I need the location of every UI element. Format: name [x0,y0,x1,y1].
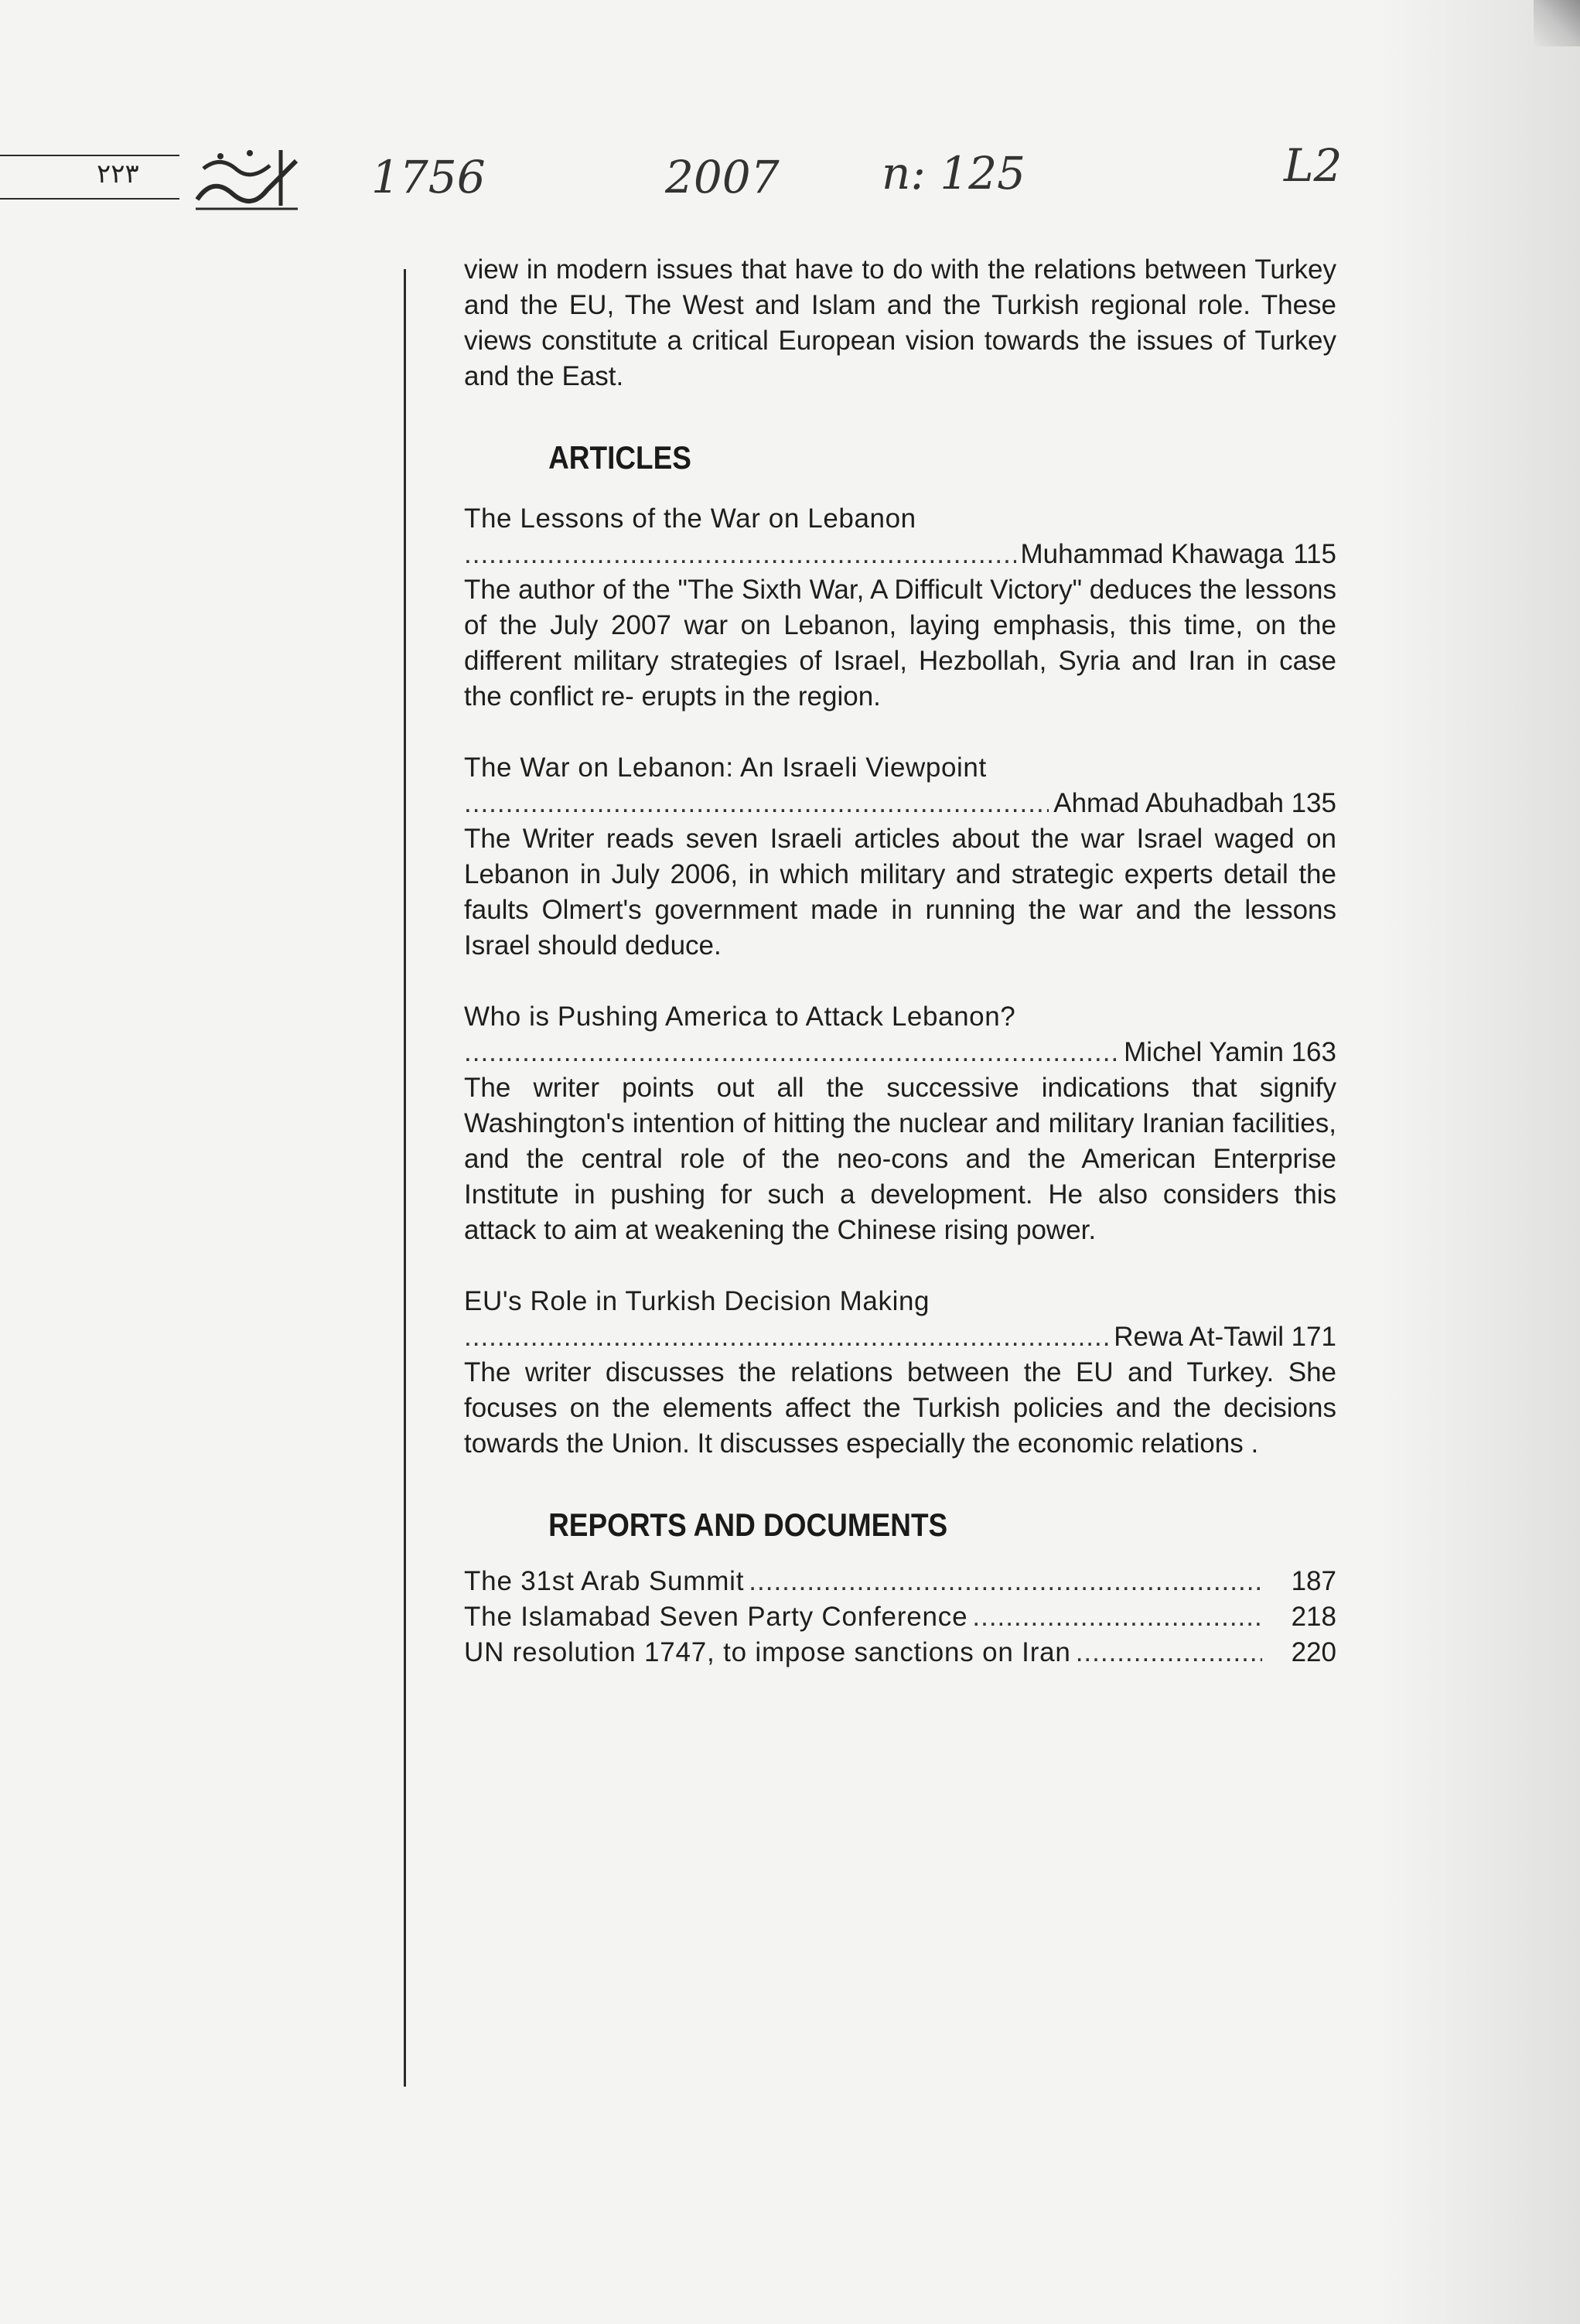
dot-leader [972,1599,1262,1635]
article-byline [464,786,1336,821]
article-page: 135 [1291,788,1336,818]
article-page: 115 [1293,539,1336,569]
article-title: The Lessons of the War on Lebanon [464,503,916,534]
report-entry [464,1564,1336,1599]
article-summary: The author of the "The Sixth War, A Difficult Victory" deduces the lessons of the July 2007 war on Lebanon, laying emphasis, this time, on the different military strategies of Israel, Hezbollah, Syria and Iran in case the conflict re- erupts in the region. [464,575,1336,712]
report-page: 218 [1291,1602,1336,1632]
handwritten-issue: n: 125 [882,147,1026,200]
page-number: ٢٢٣ [97,159,139,189]
dot-leader [464,537,1016,572]
report-entry [464,1635,1336,1670]
intro-paragraph: view in modern issues that have to do with the relations between Turkey and the EU, The West and Islam and the Turkish regional role. These views constitute a critical European vision towards the issues of Turkey and the East. [464,254,1336,391]
articles-heading: ARTICLES [548,439,691,476]
article-author: Michel Yamin [1124,1037,1284,1067]
article-byline [464,1035,1336,1070]
reports-list [464,1564,1336,1670]
journal-logo [189,145,305,213]
report-title: UN resolution 1747, to impose sanctions on Iran [464,1637,1071,1667]
article-entry [464,750,1336,964]
dot-leader [464,1035,1119,1070]
reports-heading: REPORTS AND DOCUMENTS [548,1507,948,1543]
article-entry [464,999,1336,1248]
article-page: 163 [1291,1037,1336,1067]
article-page: 171 [1291,1322,1336,1352]
dot-leader [464,786,1049,821]
page-edge-shadow [1379,0,1580,2324]
dot-leader [464,1319,1109,1355]
handwritten-shelf-mark: L2 [1284,139,1343,192]
article-summary: The Writer reads seven Israeli articles about the war Israel waged on Lebanon in July 2006, in which military and strategic experts detail the faults Olmert's government made in running the war and the lessons Israel should deduce. [464,824,1336,961]
header-rule-top [0,155,179,156]
dot-leader [749,1564,1262,1599]
report-page: 220 [1291,1637,1336,1667]
article-author: Ahmad Abuhadbah [1053,788,1284,818]
article-title: EU's Role in Turkish Decision Making [464,1286,930,1316]
article-entry [464,501,1336,715]
column-divider [404,269,406,2087]
article-author: Rewa At-Tawil [1114,1322,1284,1352]
articles-list [464,501,1336,1462]
report-entry [464,1599,1336,1635]
page-corner-shadow [1534,0,1580,46]
handwritten-year: 2007 [665,151,780,203]
header-rule-bottom [0,198,179,200]
contents-column [464,252,1336,1670]
report-title: The 31st Arab Summit [464,1566,745,1596]
report-title: The Islamabad Seven Party Conference [464,1602,968,1632]
article-title: Who is Pushing America to Attack Lebanon? [464,1002,1016,1032]
article-byline [464,537,1336,572]
article-summary: The writer points out all the successive indications that signify Washington's intention of hitting the nuclear and military Iranian facilities, and the central role of the neo-cons and the American Enterprise Institute in pushing for such a development. He also considers this attack to aim at weakening the Chinese rising power. [464,1073,1336,1245]
article-byline [464,1319,1336,1355]
handwritten-ref: 1756 [371,151,486,203]
dot-leader [1076,1635,1262,1670]
report-page: 187 [1291,1566,1336,1596]
article-title: The War on Lebanon: An Israeli Viewpoint [464,752,987,783]
article-author: Muhammad Khawaga [1020,539,1284,569]
article-entry [464,1284,1336,1462]
article-summary: The writer discusses the relations between the EU and Turkey. She focuses on the elements affect the Turkish policies and the decisions towards the Union. It discusses especially the economic relations . [464,1357,1336,1459]
